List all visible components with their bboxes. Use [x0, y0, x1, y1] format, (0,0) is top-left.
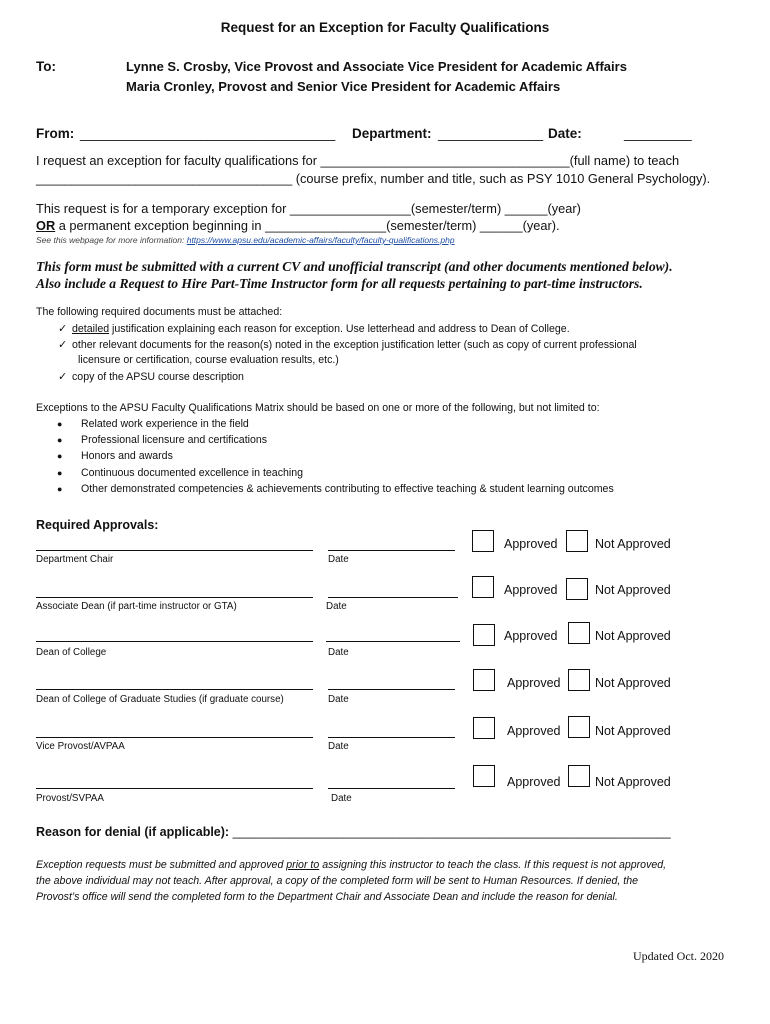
date-caption: Date [328, 554, 349, 565]
bullet-icon: ● [57, 419, 63, 429]
webpage-link[interactable]: https://www.apsu.edu/academic-affairs/faculty/faculty-qualifications.php [186, 235, 455, 245]
from-field[interactable]: __________________________________ [80, 126, 336, 141]
required-doc-2-continued: licensure or certification, course evaluation results, etc.) [78, 354, 339, 366]
to-recipient-1: Lynne S. Crosby, Vice Provost and Associate Vice President for Academic Affairs [126, 59, 627, 74]
required-doc-2-text: other relevant documents for the reason(s) noted in the exception justification letter (such as copy of current professional [72, 339, 637, 351]
approver-role: Provost/SVPAA [36, 793, 104, 804]
request-line-1[interactable]: I request an exception for faculty qualifications for ___________________________________(full name) to teach [36, 153, 680, 168]
department-label: Department: [352, 126, 432, 141]
not-approved-label: Not Approved [595, 775, 671, 789]
to-label: To: [36, 59, 56, 74]
approved-checkbox[interactable] [472, 530, 494, 552]
approver-role: Dean of College of Graduate Studies (if graduate course) [36, 694, 284, 705]
department-field[interactable]: ______________ [438, 126, 544, 141]
required-doc-1 [58, 322, 570, 335]
approved-checkbox[interactable] [472, 576, 494, 598]
date-line[interactable] [328, 597, 458, 598]
footer-note-line-2: the above individual may not teach. After approval, a copy of the completed form will be sent to Human Resources. If denied, the [36, 875, 639, 887]
signature-line[interactable] [36, 550, 313, 551]
date-field[interactable]: _________ [624, 126, 692, 141]
exception-item: Honors and awards [81, 450, 173, 462]
temporary-exception-line[interactable]: This request is for a temporary exception for _________________(semester/term) ______(year) [36, 201, 581, 216]
permanent-exception-line[interactable] [36, 218, 560, 233]
footer-note-line-3: Provost’s office will send the completed form to the Department Chair and Associate Dean and include the reason for denial. [36, 891, 618, 903]
checkmark-icon: ✓ [58, 323, 68, 335]
required-doc-3-text: copy of the APSU course description [72, 371, 244, 383]
date-caption: Date [328, 694, 349, 705]
approver-role: Vice Provost/AVPAA [36, 741, 125, 752]
date-line[interactable] [328, 737, 455, 738]
approved-label: Approved [507, 724, 561, 738]
prior-to-word: prior to [286, 859, 320, 871]
signature-line[interactable] [36, 597, 313, 598]
date-caption: Date [326, 601, 347, 612]
not-approved-label: Not Approved [595, 629, 671, 643]
form-title: Request for an Exception for Faculty Qualifications [220, 20, 550, 35]
webpage-note [36, 235, 455, 245]
exceptions-intro: Exceptions to the APSU Faculty Qualifications Matrix should be based on one or more of the following, but not limited to: [36, 402, 600, 414]
required-approvals-heading: Required Approvals: [36, 518, 159, 532]
or-word: OR [36, 218, 56, 233]
checkmark-icon: ✓ [58, 339, 68, 351]
not-approved-label: Not Approved [595, 583, 671, 597]
approved-checkbox[interactable] [473, 717, 495, 739]
bullet-icon: ● [57, 435, 63, 445]
approved-checkbox[interactable] [473, 765, 495, 787]
request-line-2[interactable]: ____________________________________ (course prefix, number and title, such as PSY 1010 General Psychology). [36, 171, 711, 186]
date-caption: Date [331, 793, 352, 804]
footer-note-text: Exception requests must be submitted and approved [36, 859, 287, 871]
updated-date: Updated Oct. 2020 [633, 949, 724, 963]
notice-line-2: Also include a Request to Hire Part-Time Instructor form for all requests pertaining to part-time instructors. [36, 276, 643, 291]
bullet-icon: ● [57, 451, 63, 461]
approved-label: Approved [504, 583, 558, 597]
not-approved-label: Not Approved [595, 724, 671, 738]
exception-item: Professional licensure and certifications [81, 434, 268, 446]
date-line[interactable] [328, 689, 455, 690]
signature-line[interactable] [36, 737, 313, 738]
date-line[interactable] [328, 788, 455, 789]
reason-for-denial-label: Reason for denial (if applicable): [36, 825, 230, 839]
notice-line-1: This form must be submitted with a current CV and unofficial transcript (and other documents mentioned below). [36, 259, 673, 274]
not-approved-checkbox[interactable] [568, 622, 590, 644]
reason-for-denial-row[interactable] [36, 825, 671, 839]
from-label: From: [36, 126, 75, 141]
not-approved-label: Not Approved [595, 537, 671, 551]
checkmark-icon: ✓ [58, 371, 68, 383]
approved-label: Approved [507, 676, 561, 690]
required-docs-intro: The following required documents must be attached: [36, 306, 283, 318]
date-line[interactable] [328, 550, 455, 551]
signature-line[interactable] [36, 641, 313, 642]
required-doc-2 [58, 338, 637, 351]
approved-checkbox[interactable] [473, 669, 495, 691]
signature-line[interactable] [36, 689, 313, 690]
approved-checkbox[interactable] [473, 624, 495, 646]
not-approved-checkbox[interactable] [568, 765, 590, 787]
approved-label: Approved [504, 537, 558, 551]
to-recipient-2: Maria Cronley, Provost and Senior Vice President for Academic Affairs [126, 79, 561, 94]
reason-for-denial-field[interactable]: _______________________________________________________________ [232, 825, 671, 839]
bullet-icon: ● [57, 468, 63, 478]
permanent-exception-text: a permanent exception beginning in _________________(semester/term) ______(year). [55, 218, 560, 233]
date-label: Date: [548, 126, 582, 141]
exception-item: Related work experience in the field [81, 418, 249, 430]
approver-role: Dean of College [36, 647, 107, 658]
date-caption: Date [328, 647, 349, 658]
footer-note-text: assigning this instructor to teach the class. If this request is not approved, [319, 859, 667, 871]
not-approved-checkbox[interactable] [568, 716, 590, 738]
detailed-word: detailed [72, 323, 110, 335]
not-approved-checkbox[interactable] [568, 669, 590, 691]
required-doc-3 [58, 370, 244, 383]
not-approved-checkbox[interactable] [566, 578, 588, 600]
approved-label: Approved [507, 775, 561, 789]
not-approved-checkbox[interactable] [566, 530, 588, 552]
webpage-prefix: See this webpage for more information: [36, 235, 187, 245]
not-approved-label: Not Approved [595, 676, 671, 690]
date-caption: Date [328, 741, 349, 752]
exception-item: Continuous documented excellence in teaching [81, 467, 304, 479]
date-line[interactable] [326, 641, 460, 642]
exception-item: Other demonstrated competencies & achievements contributing to effective teaching & student learning outcomes [81, 483, 614, 495]
footer-note-line-1 [36, 857, 666, 874]
bullet-icon: ● [57, 484, 63, 494]
approver-role: Associate Dean (if part-time instructor or GTA) [36, 601, 237, 612]
approver-role: Department Chair [36, 554, 114, 565]
required-doc-1-text: justification explaining each reason for exception. Use letterhead and address to Dean of College. [109, 323, 570, 335]
approved-label: Approved [504, 629, 558, 643]
signature-line[interactable] [36, 788, 313, 789]
